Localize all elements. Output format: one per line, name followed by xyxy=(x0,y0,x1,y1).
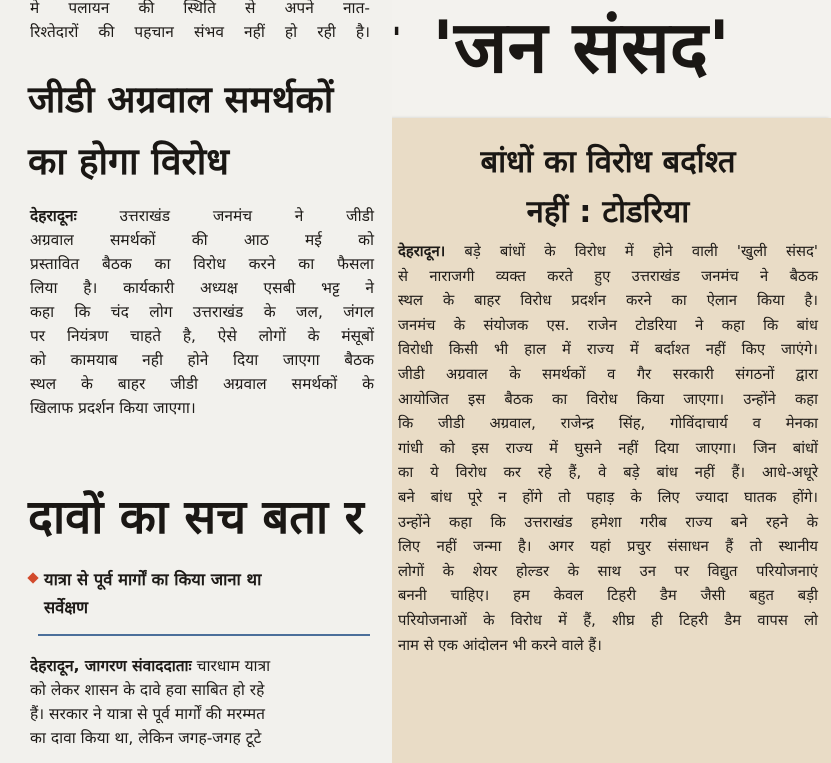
bullet-line: यात्रा से पूर्व मार्गों का किया जाना था xyxy=(44,570,262,589)
text-line: स्थल के बाहर विरोध प्रदर्शन करने का ऐलान किया है। xyxy=(398,292,818,310)
second-dateline: देहरादून, जागरण संवाददाताः xyxy=(30,657,192,675)
text-line: हैं। सरकार ने यात्रा से पूर्व मार्गों की मरम्मत xyxy=(30,705,265,723)
text-line: का दावा किया था, लेकिन जगह-जगह टूटे xyxy=(30,729,262,747)
text-line: बननी चाहिए। हम केवल टिहरी डैम जैसी बहुत बड़ी xyxy=(398,587,818,605)
right-article-body xyxy=(398,240,818,658)
left-headline-line-1: जीडी अग्रवाल समर्थकों xyxy=(28,78,334,121)
text-line: खिलाफ प्रदर्शन किया जाएगा। xyxy=(30,399,196,417)
right-headline-line-1: बांधों का विरोध बर्दाश्त xyxy=(480,144,736,180)
text-line: को कामयाब नही होने दिया जाएगा बैठक xyxy=(30,351,374,369)
text-line: देहरादूनः उत्तराखंड जनमंच ने जीडी xyxy=(30,207,374,225)
text-line: बने बांध पूरे न होंगे तो पहाड़ के लिए ज्यादा घातक होंगे। xyxy=(398,488,818,506)
text-line: आयोजित इस बैठक का विरोध किया जाएगा। उन्होंने कहा xyxy=(398,390,818,408)
text-line: को लेकर शासन के दावे हवा साबित हो रहे xyxy=(30,681,265,699)
text-line: जनमंच के संयोजक एस. राजेन टोडरिया ने कहा कि बांध xyxy=(398,316,818,334)
top-fragment xyxy=(30,0,370,44)
left-article-body xyxy=(30,204,374,420)
text-line: परियोजनाओं के विरोध में हैं, शीघ्र ही टिहरी डैम वापस लो xyxy=(398,611,818,629)
subheading-bullet xyxy=(44,566,374,622)
text-line: से नाराजगी व्यक्त करते हुए उत्तराखंड जनमंच ने बैठक xyxy=(398,267,818,285)
divider-rule xyxy=(38,634,370,636)
text-line: मे पलायन की स्थिति से अपने नात- xyxy=(30,0,370,17)
text-line: कहा कि चंद लोग उत्तराखंड के जल, जंगल xyxy=(30,303,374,321)
text-line: लिया है। कार्यकारी अध्यक्ष एसबी भट्ट ने xyxy=(30,279,374,297)
text-line: उन्होंने कहा कि उत्तराखंड हमेशा गरीब राज्य बने रहने के xyxy=(398,513,818,531)
article-dateline: देहरादूनः xyxy=(30,207,77,225)
text-line: देहरादून, जागरण संवाददाताः चारधाम यात्रा xyxy=(30,657,271,675)
text-line: लिए नहीं जन्मा है। अगर यहां प्रचुर संसाधन हैं तो स्थानीय xyxy=(398,538,818,556)
text-line: नाम से एक आंदोलन भी करने वाले हैं। xyxy=(398,636,602,654)
text-line: अग्रवाल समर्थकों की आठ मई को xyxy=(30,231,374,249)
text-line: लोगों के शेयर होल्डर के साथ उन पर विद्युत परियोजनाएं xyxy=(398,562,818,580)
left-headline-line-2: का होगा विरोध xyxy=(28,140,230,183)
left-banner-headline: दावों का सच बता र xyxy=(28,490,364,545)
text-line: का ये विरोध कर रहे हैं, वे बड़े बांध नहीं हैं। आधे-अधूरे xyxy=(398,464,818,482)
jan-sansad-banner: 'जन संसद' xyxy=(432,5,731,89)
text-line: देहरादून। बड़े बांधों के विरोध में होने वाली 'खुली संसद' xyxy=(398,243,818,260)
right-headline-line-2: नहीं : टोडरिया xyxy=(526,194,690,230)
text-line: कि जीडी अग्रवाल, राजेन्द्र सिंह, गोविंदाचार्य व मेनका xyxy=(398,415,818,433)
text-line: रिश्तेदारों की पहचान संभव नहीं हो रही है। xyxy=(30,23,370,41)
text-line: स्थल के बाहर जीडी अग्रवाल समर्थकों के xyxy=(30,375,374,393)
text-line: गांधी को इस राज्य में घुसने नहीं दिया जाएगा। जिन बांधों xyxy=(398,439,818,457)
banner-fragment-mark: ' xyxy=(392,22,402,57)
text-line: पर नियंत्रण चाहते है, ऐसे लोगों के मंसूबों xyxy=(30,327,374,345)
second-article-body xyxy=(30,654,392,750)
text-line: प्रस्तावित बैठक का विरोध करने का फैसला xyxy=(30,255,374,273)
bullet-line: सर्वेक्षण xyxy=(44,598,89,617)
text-line: विरोधी किसी भी हाल में राज्य में बर्दाश्त नहीं किए जाएंगे। xyxy=(398,341,818,359)
article-dateline: देहरादून। xyxy=(398,243,446,260)
text-line: जीडी अग्रवाल के समर्थकों व गैर सरकारी संगठनों द्वारा xyxy=(398,365,818,383)
